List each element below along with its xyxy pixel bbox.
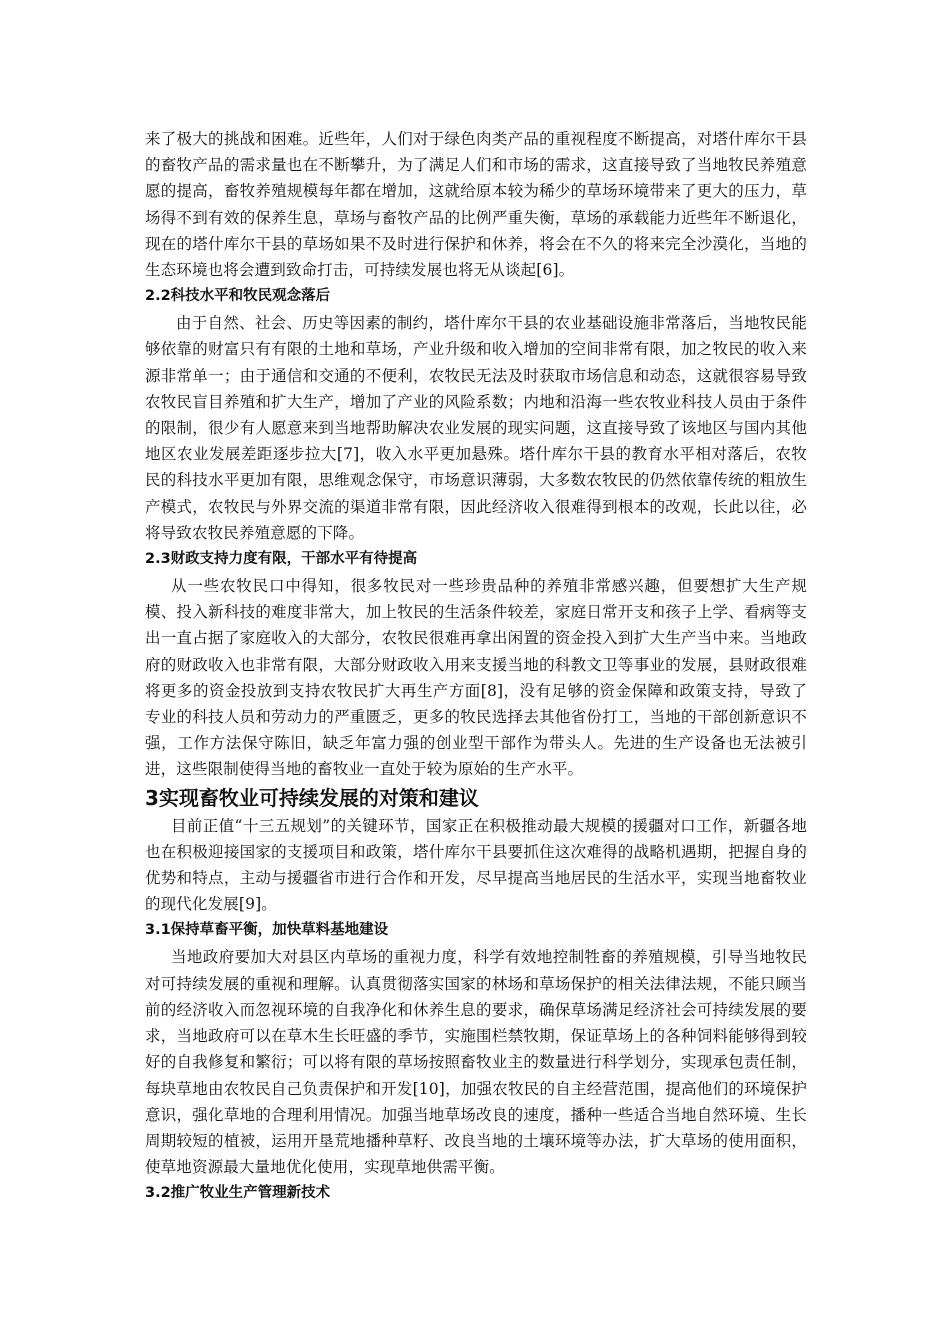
paragraph-3: 目前正值“十三五规划”的关键环节，国家正在积极推动最大规模的援疆对口工作，新疆各地也在积极迎接国家的支援项目和政策，塔什库尔干县要抓住这次难得的战略机遇期，把握自身的优势和特点，主动与援疆省市进行合作和开发，尽早提高当地居民的生活水平，实现当地畜牧业的现代化发展[9]。 — [145, 816, 807, 914]
continuation-paragraph: 来了极大的挑战和困难。近些年，人们对于绿色肉类产品的重视程度不断提高，对塔什库尔干县的畜牧产品的需求量也在不断攀升，为了满足人们和市场的需求，这直接导致了当地牧民养殖意愿的提高，畜牧养殖规模每年都在增加，这就给原本较为稀少的草场环境带来了更大的压力，草场得不到有效的保养生息，草场与畜牧产品的比例严重失衡，草场的承载能力近些年不断退化，现在的塔什库尔干县的草场如果不及时进行保护和休养，将会在不久的将来完全沙漠化，当地的生态环境也将会遭到致命打击，可持续发展也将无从谈起[6]。 — [145, 130, 807, 280]
heading-2-3: 2.3财政支持力度有限，干部水平有待提高 — [145, 551, 418, 568]
heading-3-1: 3.1保持草畜平衡，加快草料基地建设 — [145, 922, 389, 939]
document-body — [145, 126, 807, 1207]
paragraph-3-1: 当地政府要加大对县区内草场的重视力度，科学有效地控制牲畜的养殖规模，引导当地牧民对可持续发展的重视和理解。认真贯彻落实国家的林场和草场保护的相关法律法规，不能只顾当前的经济收入而忽视环境的自我净化和休养生息的要求，确保草场满足经济社会可持续发展的要求，当地政府可以在草木生长旺盛的季节，实施围栏禁牧期，保证草场上的各种饲料能够得到较好的自我修复和繁衍；可以将有限的草场按照畜牧业主的数量进行科学划分，实现承包责任制，每块草地由农牧民自己负责保护和开发[10]，加强农牧民的自主经营范围，提高他们的环境保护意识，强化草地的合理利用情况。加强当地草场改良的速度，播种一些适合当地自然环境、生长周期较短的植被，运用开垦荒地播种草籽、改良当地的土壤环境等办法，扩大草场的使用面积，使草地资源最大量地优化使用，实现草地供需平衡。 — [145, 948, 807, 1177]
heading-3: 3实现畜牧业可持续发展的对策和建议 — [145, 785, 479, 810]
paragraph-2-3: 从一些农牧民口中得知，很多牧民对一些珍贵品种的养殖非常感兴趣，但要想扩大生产规模、投入新科技的难度非常大，加上牧民的生活条件较差，家庭日常开支和孩子上学、看病等支出一直占据了家庭收入的大部分，农牧民很难再拿出闲置的资金投入到扩大生产当中来。当地政府的财政收入也非常有限，大部分财政收入用来支援当地的科教文卫等事业的发展，县财政很难将更多的资金投放到支持农牧民扩大再生产方面[8]，没有足够的资金保障和政策支持，导致了专业的科技人员和劳动力的严重匮乏，更多的牧民选择去其他省份打工，当地的干部创新意识不强，工作方法保守陈旧，缺乏年富力强的创业型干部作为带头人。先进的生产设备也无法被引进，这些限制使得当地的畜牧业一直处于较为原始的生产水平。 — [145, 577, 807, 779]
heading-3-2: 3.2推广牧业生产管理新技术 — [145, 1185, 331, 1202]
heading-2-2: 2.2科技水平和牧民观念落后 — [145, 288, 331, 305]
paragraph-2-2: 由于自然、社会、历史等因素的制约，塔什库尔干县的农业基础设施非常落后，当地牧民能够依靠的财富只有有限的土地和草场，产业升级和收入增加的空间非常有限，加之牧民的收入来源非常单一；由于通信和交通的不便利，农牧民无法及时获取市场信息和动态，这就很容易导致农牧民盲目养殖和扩大生产，增加了产业的风险系数；内地和沿海一些农牧业科技人员由于条件的限制，很少有人愿意来到当地帮助解决农业发展的现实问题，这直接导致了该地区与国内其他地区农业发展差距逐步拉大[7]，收入水平更加悬殊。塔什库尔干县的教育水平相对落后，农牧民的科技水平更加有限，思维观念保守，市场意识薄弱，大多数农牧民的仍然依靠传统的粗放生产模式，农牧民与外界交流的渠道非常有限，因此经济收入很难得到根本的改观，长此以往，必将导致农牧民养殖意愿的下降。 — [145, 314, 807, 542]
